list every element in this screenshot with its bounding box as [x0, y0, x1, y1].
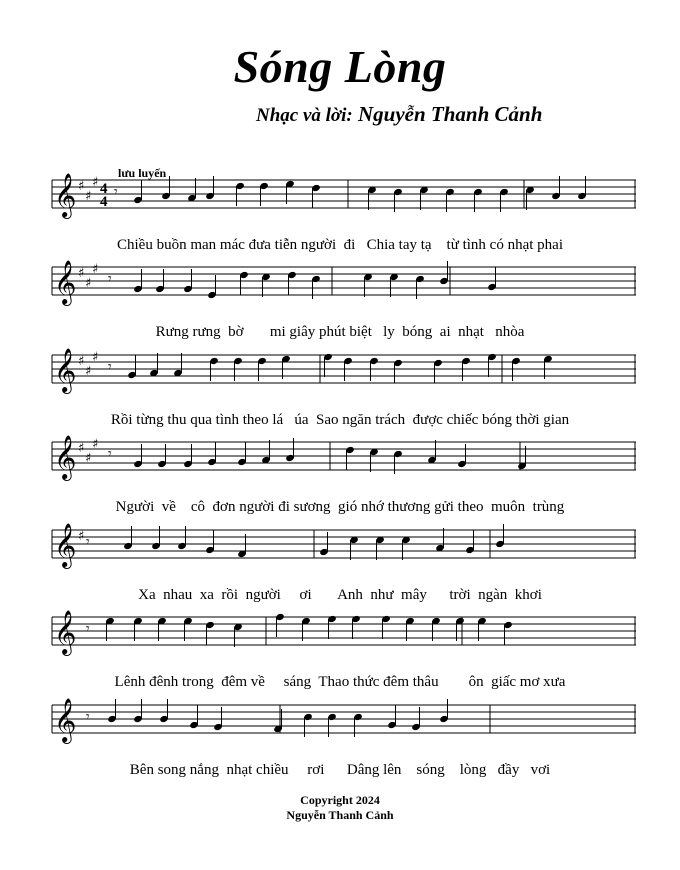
key-sharp: ♯ [85, 276, 92, 291]
key-sharp: ♯ [78, 354, 85, 369]
treble-clef: 𝄞 [54, 173, 77, 217]
staff-svg [52, 435, 636, 479]
eighth-rest: 𝄾 [108, 359, 112, 375]
eighth-rest: 𝄾 [86, 621, 90, 637]
lyric-line: Lênh đênh trong đêm về sáng Thao thức đêm thâu ôn giấc mơ xưa [114, 674, 566, 690]
staff-svg [52, 698, 636, 742]
eighth-rest: 𝄾 [108, 446, 112, 462]
staff-system [52, 260, 636, 304]
key-sharp: ♯ [92, 350, 99, 365]
treble-clef: 𝄞 [54, 610, 77, 654]
time-signature-digit: 4 [100, 181, 108, 197]
staff-system [52, 610, 636, 654]
composer-credit [256, 102, 542, 127]
treble-clef: 𝄞 [54, 260, 77, 304]
composer-name: Nguyễn Thanh Cảnh [358, 102, 543, 126]
eighth-rest: 𝄾 [86, 534, 90, 550]
key-sharp: ♯ [78, 529, 85, 544]
staff-system [52, 348, 636, 392]
copyright-line: Copyright 2024 [300, 793, 380, 807]
key-sharp: ♯ [78, 179, 85, 194]
key-sharp: ♯ [92, 262, 99, 277]
staff-svg [52, 260, 636, 304]
key-sharp: ♯ [92, 175, 99, 190]
lyric-line: Chiều buồn man mác đưa tiễn người đi Chia tay tạ từ tình có nhạt phai [117, 237, 563, 253]
lyric-line: Người về cô đơn người đi sương gió nhớ thương gửi theo muôn trùng [115, 499, 565, 515]
staff-svg [52, 348, 636, 392]
treble-clef: 𝄞 [54, 435, 77, 479]
key-sharp: ♯ [85, 364, 92, 379]
time-signature-digit: 4 [100, 194, 108, 210]
tempo-marking: lưu luyến [118, 166, 167, 180]
staff-svg [52, 610, 636, 654]
lyric-line: Bên song nắng nhạt chiều rơi Dâng lên sóng lòng đầy vơi [129, 762, 551, 778]
lyric-line: Rưng rưng bờ mi giây phút biệt ly bóng ai nhạt nhòa [155, 324, 525, 340]
song-title: Sóng Lòng [233, 41, 447, 92]
key-sharp: ♯ [78, 441, 85, 456]
staff-system [52, 435, 636, 479]
treble-clef: 𝄞 [54, 348, 77, 392]
key-sharp: ♯ [85, 451, 92, 466]
staff-system [52, 698, 636, 742]
eighth-rest: 𝄾 [86, 709, 90, 725]
staff-svg [52, 523, 636, 567]
key-sharp: ♯ [78, 266, 85, 281]
eighth-rest: 𝄾 [108, 271, 112, 287]
treble-clef: 𝄞 [54, 698, 77, 742]
key-sharp: ♯ [85, 189, 92, 204]
copyright-owner: Nguyễn Thanh Cảnh [286, 808, 394, 822]
treble-clef: 𝄞 [54, 523, 77, 567]
eighth-rest: 𝄾 [114, 184, 118, 200]
staff-system [52, 523, 636, 567]
credit-prefix: Nhạc và lời: [256, 105, 353, 126]
lyric-line: Xa nhau xa rồi người ơi Anh như mây trời ngàn khơi [138, 587, 542, 603]
lyric-line: Rồi từng thu qua tình theo lá úa Sao ngăn trách được chiếc bóng thời gian [110, 412, 570, 428]
key-sharp: ♯ [92, 437, 99, 452]
